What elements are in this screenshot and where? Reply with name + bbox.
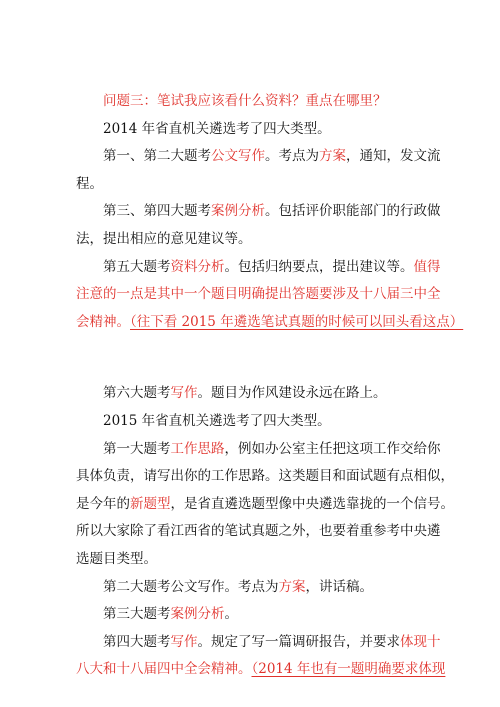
text: 第三、第四大题考 [103,203,211,220]
highlight-work-approach: 工作思路 [170,440,225,457]
text: 。 [224,606,238,623]
paragraph-2015-q2 [103,574,413,602]
paragraph-2014-q3-4-cont: 法，提出相应的意见建议等。 [76,230,252,247]
text: 第五大题考 [103,258,171,275]
text: ，通知，发文流 [346,148,441,165]
text: 。包括归纳要点，提出建议等。 [224,258,414,275]
paragraph-2015-q1-cont2 [76,491,454,519]
text: 会精神。 [76,313,130,330]
paragraph-2014-q1-2-cont: 程。 [76,175,103,192]
highlight-case-analysis: 案例分析 [170,606,225,623]
paragraph-2015-q1 [103,436,441,464]
text: ，讲话稿。 [305,578,373,595]
highlight-material-analysis: 资料分析 [170,258,225,275]
question-heading: 问题三：笔试我应该看什么资料？重点在哪里？ [103,93,387,109]
text: 是今年的 [76,495,130,512]
paragraph-2014-q5-cont2 [76,309,464,337]
paragraph-2015-q1-cont3: 所以大家除了看江西省的笔试真题之外，也要着重参考中央遴 [76,523,441,540]
highlight-plan: 方案 [278,578,306,595]
underlined-note: （2014 年也有一题明确要求体现 [251,661,446,678]
document-body [76,88,464,684]
text: 第一、第二大题考 [103,148,211,165]
paragraph-2015-q4 [103,629,441,657]
highlight-writing: 写作 [170,633,198,650]
text: 。题目为作风建设永远在路上。 [197,385,387,402]
highlight-new-type: 新题型 [130,495,171,512]
paragraph-2014-q5 [103,254,441,282]
text: 。规定了写一篇调研报告，并要求 [197,633,400,650]
text: 第四大题考 [103,633,171,650]
text: 第二大题考公文写作。考点为 [103,578,279,595]
highlight-plan: 方案 [319,148,346,165]
paragraph-2015-q4-cont [76,656,446,684]
text: 。考点为 [265,148,319,165]
paragraph-2014-q5-cont1: 注意的一点是其中一个题目明确提出答题要涉及十八届三中全 [76,286,441,303]
highlight-spirit-cont: 八大和十八届四中全会精神。 [76,661,252,678]
paragraph-2015-q1-cont4: 选题目类型。 [76,550,157,567]
text: ，是省直遴选题型像中央遴选靠拢的一个信号。 [170,495,454,512]
text: 第三大题考 [103,606,171,623]
highlight-spirit: 体现十 [400,633,441,650]
text: ，例如办公室主任把这项工作交给你 [224,440,441,457]
paragraph-2015-intro: 2015 年省直机关遴选考了四大类型。 [103,412,331,429]
paragraph-2014-q3-4 [103,198,441,226]
paragraph-2014-q6 [103,380,413,408]
text: 。包括评价职能部门的行政做 [265,203,441,220]
highlight-writing: 写作 [170,385,198,402]
paragraph-2014-intro: 2014 年省直机关遴选考了四大类型。 [103,120,331,137]
highlight-case-analysis: 案例分析 [211,203,265,220]
spacer [103,336,413,380]
highlight-note: 值得 [413,258,441,275]
highlight-official-writing: 公文写作 [211,148,265,165]
underlined-note: （往下看 2015 年遴选笔试真题的时候可以回头看这点） [130,313,464,330]
text: 第六大题考 [103,385,171,402]
paragraph-2015-q3 [103,601,413,629]
text: 第一大题考 [103,440,171,457]
paragraph-2014-q1-2 [103,143,441,171]
paragraph-2015-q1-cont1: 具体负责，请写出你的工作思路。这类题目和面试题有点相似， [76,468,454,485]
